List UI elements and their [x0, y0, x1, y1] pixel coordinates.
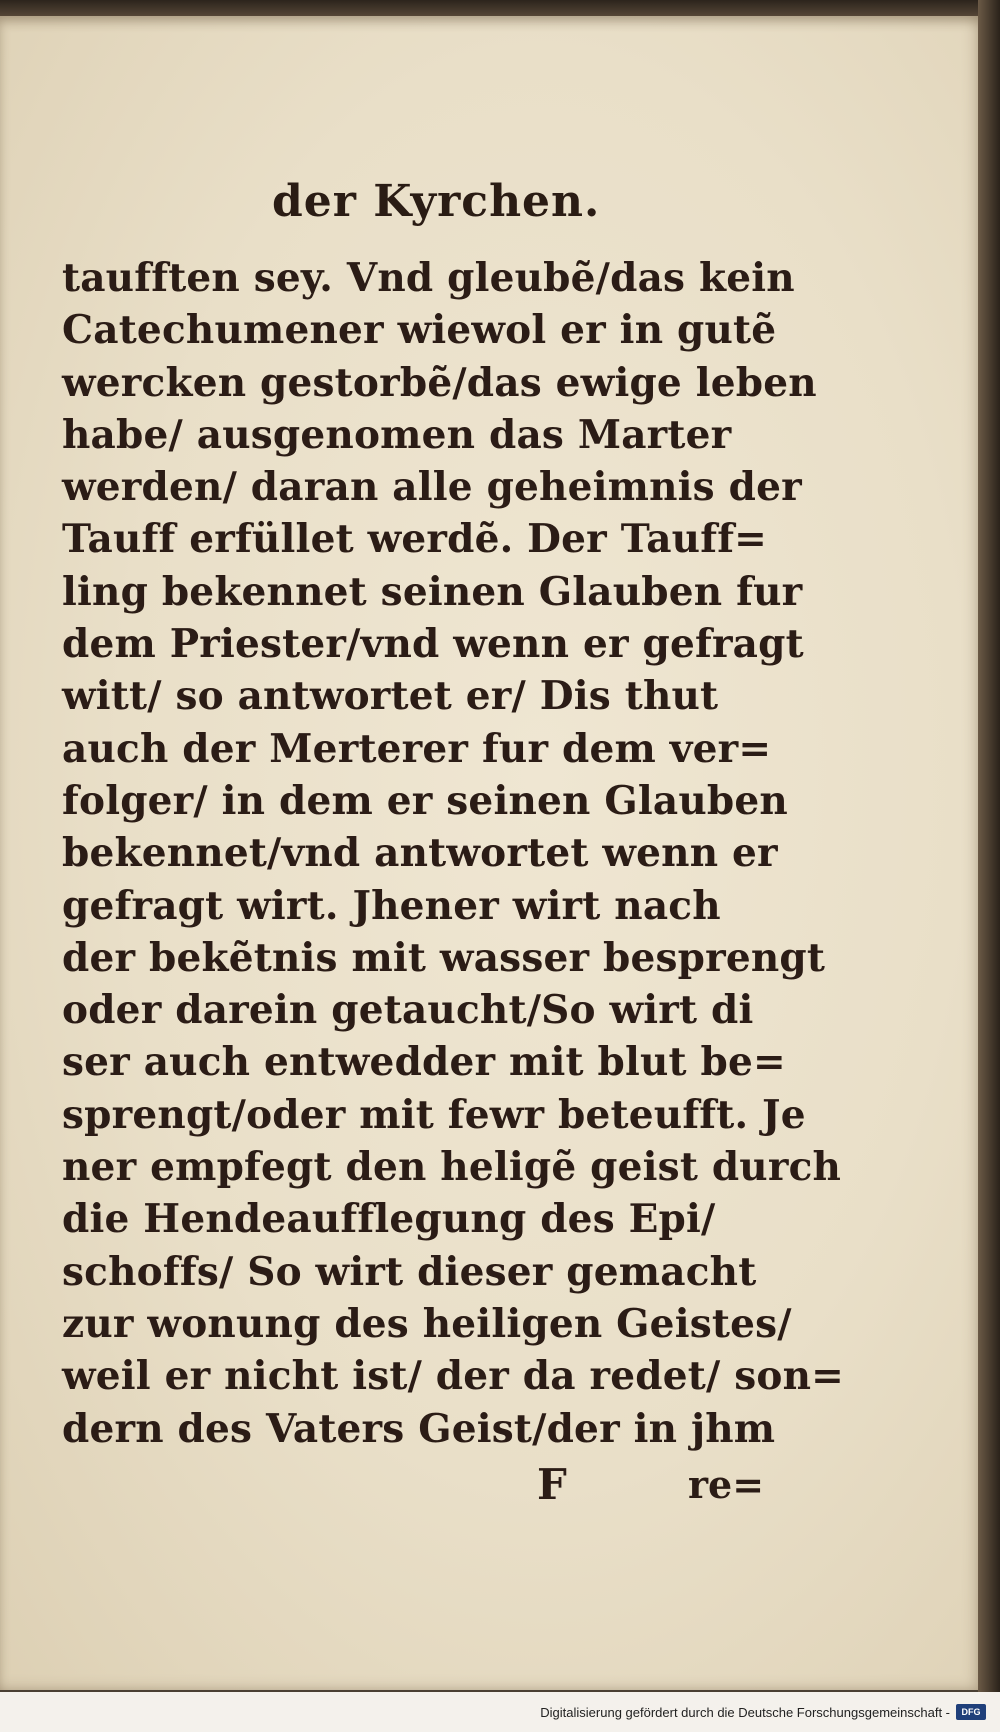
text-line: schoffs/ So wirt dieser gemacht — [62, 1248, 757, 1295]
text-line: gefragt wirt. Jhener wirt nach — [62, 882, 721, 929]
text-line: dem Priester/vnd wenn er gefragt — [62, 621, 804, 668]
text-line: witt/ so antwortet er/ Dis thut — [62, 673, 719, 720]
text-line: folger/ in dem er seinen Glauben — [62, 777, 788, 824]
text-line: Catechumener wiewol er in gutẽ — [62, 307, 777, 354]
text-line: habe/ ausgenomen das Marter — [62, 411, 732, 458]
text-line: sprengt/oder mit fewr beteufft. Je — [62, 1091, 806, 1138]
catchword: re= — [688, 1462, 765, 1507]
running-head: der Kyrchen. — [272, 176, 601, 227]
text-line: weil er nicht ist/ der da redet/ son= — [62, 1353, 845, 1400]
text-line: Tauff erfüllet werdẽ. Der Tauff= — [62, 516, 768, 563]
dfg-logo-icon: DFG — [956, 1704, 986, 1720]
text-line: oder darein getaucht/So wirt di — [62, 987, 754, 1034]
signature-mark: F — [537, 1460, 567, 1509]
text-line: zur wonung des heiligen Geistes/ — [62, 1300, 792, 1347]
text-line: wercken gestorbẽ/das ewige leben — [62, 359, 817, 406]
body-text — [62, 252, 845, 1455]
text-line: werden/ daran alle geheimnis der — [62, 464, 802, 511]
text-line: auch der Merterer fur dem ver= — [62, 725, 772, 772]
book-page — [0, 16, 985, 1690]
footer-bar — [0, 1692, 1000, 1732]
text-line: ner empfegt den heligẽ geist durch — [62, 1144, 842, 1191]
funding-credit: Digitalisierung gefördert durch die Deutsche Forschungsgemeinschaft - — [540, 1704, 950, 1720]
text-line: der bekẽtnis mit wasser besprengt — [62, 934, 826, 981]
text-line: taufften sey. Vnd gleubẽ/das kein — [62, 255, 795, 301]
text-line: ser auch entwedder mit blut be= — [62, 1039, 786, 1086]
text-line: die Hendeaufflegung des Epi/ — [62, 1196, 716, 1243]
text-line: bekennet/vnd antwortet wenn er — [62, 830, 778, 877]
text-line: ling bekennet seinen Glauben fur — [62, 568, 803, 615]
text-line: dern des Vaters Geist/der in jhm — [62, 1405, 776, 1452]
scan-edge-right — [978, 0, 1000, 1732]
